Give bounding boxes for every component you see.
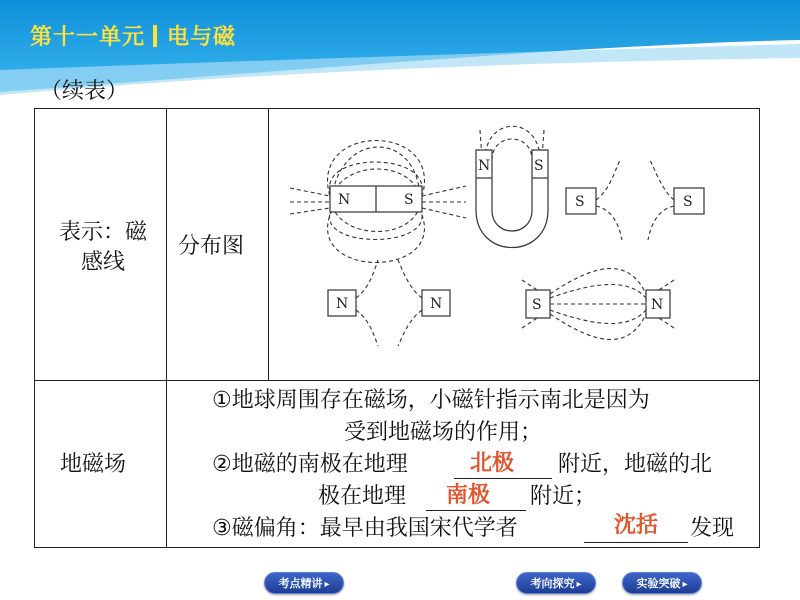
nav-kaoxiang-label: 考向探究 xyxy=(530,577,575,590)
horseshoe-s-label: S xyxy=(534,158,544,174)
bar-n-label: N xyxy=(338,192,351,208)
blank-2 xyxy=(426,510,526,511)
chevron-right-icon: ▸ xyxy=(682,579,688,590)
repel-s1-label: S xyxy=(575,194,585,210)
topic-label: 电与磁 xyxy=(167,25,237,50)
answer-north: 北极 xyxy=(470,451,515,476)
row1-type: 分布图 xyxy=(178,234,245,259)
nav-kaoxiang-button[interactable] xyxy=(516,572,596,594)
attract-n-label: N xyxy=(651,297,664,313)
bar-s-label: S xyxy=(404,192,414,208)
title-separator xyxy=(153,25,157,47)
chevron-right-icon: ▸ xyxy=(324,579,330,590)
row2-line2: 受到地磁场的作用； xyxy=(344,420,543,445)
horseshoe-n-label: N xyxy=(478,158,491,174)
row2-label: 地磁场 xyxy=(60,452,127,477)
row2-line5b: 发现 xyxy=(690,516,735,541)
row1-label-line2: 感线 xyxy=(80,250,125,275)
answer-south: 南极 xyxy=(446,483,491,508)
banner-title xyxy=(30,20,236,51)
repel-n2-label: N xyxy=(430,296,443,312)
answer-shenkuo: 沈括 xyxy=(614,513,659,538)
row2-line4a: 极在地理 xyxy=(318,484,407,509)
unit-label: 第十一单元 xyxy=(30,25,146,50)
row2-line3a: ②地磁的南极在地理 xyxy=(212,452,408,477)
nav-shiyan-button[interactable] xyxy=(622,572,702,594)
row2-line1: ①地球周围存在磁场，小磁针指示南北是因为 xyxy=(212,388,650,413)
table-col-divider-2 xyxy=(268,108,269,380)
continued-label: （续表） xyxy=(40,79,129,104)
nav-kaodian-button[interactable] xyxy=(264,572,344,594)
row2-line4b: 附近； xyxy=(530,484,597,509)
chevron-right-icon: ▸ xyxy=(576,579,582,590)
blank-3 xyxy=(584,542,688,543)
nav-shiyan-label: 实验突破 xyxy=(636,577,681,590)
table-row-divider xyxy=(34,380,760,381)
row2-line3b: 附近，地磁的北 xyxy=(558,452,713,477)
row2-line5a: ③磁偏角：最早由我国宋代学者 xyxy=(212,516,518,541)
row1-label-line1: 表示：磁 xyxy=(58,220,147,245)
row1-label xyxy=(48,218,158,278)
table-col-divider-1 xyxy=(166,108,167,548)
nav-kaodian-label: 考点精讲 xyxy=(278,577,323,590)
magnetic-field-diagram xyxy=(270,110,758,378)
attract-s-label: S xyxy=(532,297,542,313)
repel-n1-label: N xyxy=(336,296,349,312)
repel-s2-label: S xyxy=(683,194,693,210)
